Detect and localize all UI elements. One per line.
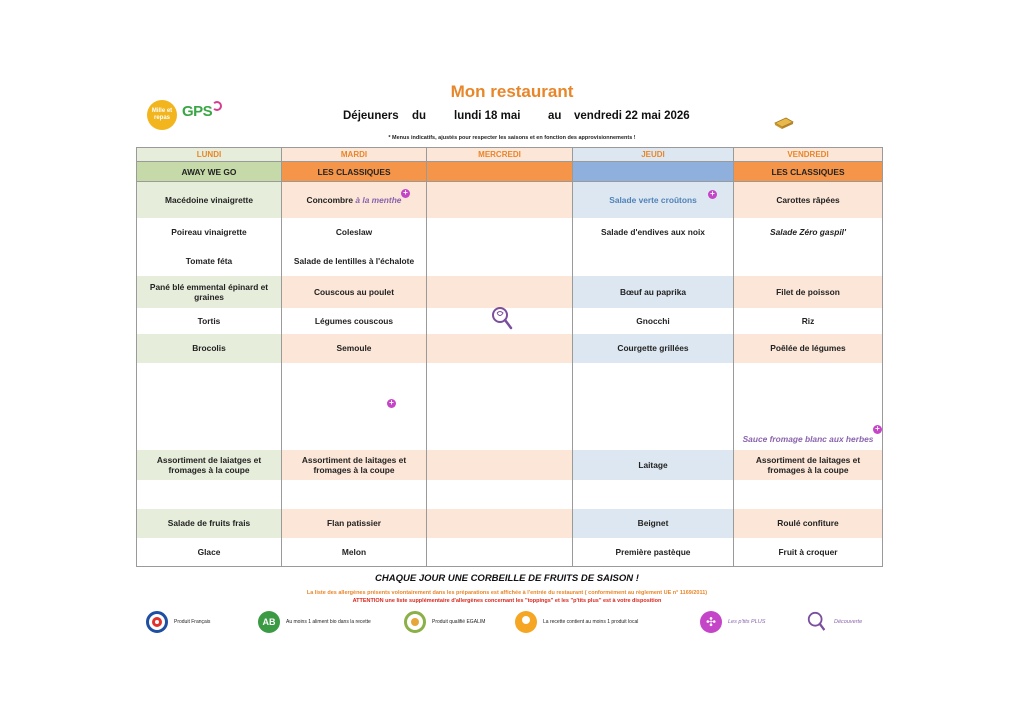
menu-cell: Bœuf au paprika bbox=[573, 276, 734, 308]
discovery-icon bbox=[806, 611, 828, 633]
salade-verte-label: Salade verte croûtons bbox=[609, 194, 697, 205]
day-wednesday: MERCREDI bbox=[427, 148, 573, 162]
menu-cell: Coleslaw bbox=[282, 218, 427, 246]
allergen-note: La liste des allergènes présents volontairement dans les préparations est affichée à l'entrée du restaurant ( conformément au règlement UE n° 1169/2011) bbox=[306, 590, 708, 596]
menu-cell: Assortiment de laiatges et fromages à la coupe bbox=[137, 450, 282, 480]
ptits-plus-icon bbox=[387, 399, 396, 408]
gps-logo-text: GPS bbox=[182, 103, 213, 120]
menu-cell: Première pastèque bbox=[573, 538, 734, 567]
du-label: du bbox=[412, 110, 427, 122]
day-header-row bbox=[137, 148, 883, 162]
theme-monday: AWAY WE GO bbox=[137, 162, 282, 182]
table-row bbox=[137, 363, 883, 450]
menu-cell: Melon bbox=[282, 538, 427, 567]
table-row bbox=[137, 480, 883, 509]
menu-cell: Macédoine vinaigrette bbox=[137, 182, 282, 218]
day-tuesday: MARDI bbox=[282, 148, 427, 162]
menu-note: * Menus indicatifs, ajustés pour respecter les saisons et en fonction des approvisionnements ! bbox=[388, 135, 636, 141]
menu-cell bbox=[427, 276, 573, 308]
menu-cell: Glace bbox=[137, 538, 282, 567]
menu-cell bbox=[427, 509, 573, 538]
menu-cell: Beignet bbox=[573, 509, 734, 538]
menu-cell bbox=[573, 363, 734, 450]
start-date: lundi 18 mai bbox=[454, 110, 521, 122]
ptits-plus-icon bbox=[708, 190, 717, 199]
ptits-plus-icon: ✣ bbox=[700, 611, 722, 633]
theme-friday: LES CLASSIQUES bbox=[734, 162, 883, 182]
menu-cell bbox=[427, 334, 573, 363]
gps-logo bbox=[182, 103, 226, 131]
menu-cell: Assortiment de laitages et fromages à la coupe bbox=[282, 450, 427, 480]
menu-cell: Poireau vinaigrette bbox=[137, 218, 282, 246]
bread-icon bbox=[774, 116, 794, 129]
dejeuners-label: Déjeuners bbox=[343, 110, 399, 122]
day-thursday: JEUDI bbox=[573, 148, 734, 162]
day-friday: VENDREDI bbox=[734, 148, 883, 162]
menu-cell: Laitage bbox=[573, 450, 734, 480]
legend-label: Découverte bbox=[834, 619, 863, 625]
menu-table bbox=[136, 147, 883, 567]
menu-cell bbox=[427, 480, 573, 509]
theme-tuesday: LES CLASSIQUES bbox=[282, 162, 427, 182]
menu-cell bbox=[282, 480, 427, 509]
menu-cell: Tortis bbox=[137, 308, 282, 334]
french-product-icon bbox=[146, 611, 168, 633]
table-row bbox=[137, 334, 883, 363]
menu-cell: Tomate féta bbox=[137, 246, 282, 276]
menu-cell: Pané blé emmental épinard et graines bbox=[137, 276, 282, 308]
menu-cell: Filet de poisson bbox=[734, 276, 883, 308]
fruit-basket-banner: CHAQUE JOUR UNE CORBEILLE DE FRUITS DE SAISON ! bbox=[375, 573, 639, 584]
gps-swirl-icon bbox=[212, 101, 222, 111]
menu-cell: Carottes râpées bbox=[734, 182, 883, 218]
legend-label: Au moins 1 aliment bio dans la recette bbox=[286, 619, 371, 625]
page-title: Mon restaurant bbox=[450, 82, 574, 101]
table-row bbox=[137, 246, 883, 276]
theme-thursday bbox=[573, 162, 734, 182]
legend-label: Produit qualifié EGALIM bbox=[432, 619, 486, 625]
menu-cell bbox=[573, 480, 734, 509]
menu-cell bbox=[734, 363, 883, 450]
menu-cell bbox=[427, 218, 573, 246]
legend-label: La recette contient au moins 1 produit local bbox=[543, 619, 639, 625]
menu-cell: Salade d'endives aux noix bbox=[573, 218, 734, 246]
menu-cell bbox=[282, 363, 427, 450]
end-date: vendredi 22 mai 2026 bbox=[574, 110, 690, 122]
menu-cell bbox=[137, 480, 282, 509]
concombre-label: Concombre bbox=[306, 194, 354, 205]
menu-cell: Gnocchi bbox=[573, 308, 734, 334]
table-row bbox=[137, 218, 883, 246]
menu-cell: Flan patissier bbox=[282, 509, 427, 538]
menu-cell: Roulé confiture bbox=[734, 509, 883, 538]
menu-cell bbox=[427, 246, 573, 276]
menu-cell bbox=[573, 182, 734, 218]
menu-cell: Salade Zéro gaspil' bbox=[734, 218, 883, 246]
menu-cell: Légumes couscous bbox=[282, 308, 427, 334]
sauce-label: Sauce fromage blanc aux herbes bbox=[742, 433, 874, 444]
menu-cell bbox=[427, 363, 573, 450]
menu-cell: Fruit à croquer bbox=[734, 538, 883, 567]
menu-cell: Brocolis bbox=[137, 334, 282, 363]
menu-cell bbox=[573, 246, 734, 276]
mille-et-repas-logo: Mille et repas bbox=[147, 100, 177, 130]
theme-wednesday bbox=[427, 162, 573, 182]
menu-cell bbox=[137, 363, 282, 450]
table-row bbox=[137, 276, 883, 308]
egalim-icon bbox=[404, 611, 426, 633]
organic-ab-icon: AB bbox=[258, 611, 280, 633]
menu-cell: Riz bbox=[734, 308, 883, 334]
theme-row bbox=[137, 162, 883, 182]
legend-label: Les p'tits PLUS bbox=[728, 619, 766, 625]
table-row bbox=[137, 450, 883, 480]
local-product-icon bbox=[515, 611, 537, 633]
day-monday: LUNDI bbox=[137, 148, 282, 162]
allergen-warning: ATTENTION une liste supplémentaire d'allergènes concernant les "toppings" et les "p'tits plus" est à votre disposition bbox=[352, 598, 662, 604]
menu-cell: Poêlée de légumes bbox=[734, 334, 883, 363]
menu-cell: Couscous au poulet bbox=[282, 276, 427, 308]
table-row bbox=[137, 538, 883, 567]
menu-cell: Courgette grillées bbox=[573, 334, 734, 363]
menu-cell bbox=[427, 538, 573, 567]
menu-cell: Salade de lentilles à l'échalote bbox=[282, 246, 427, 276]
au-label: au bbox=[548, 110, 562, 122]
menu-cell bbox=[427, 450, 573, 480]
menu-cell: Salade de fruits frais bbox=[137, 509, 282, 538]
menu-cell bbox=[427, 182, 573, 218]
discovery-icon bbox=[491, 306, 513, 330]
menu-cell: Assortiment de laitages et fromages à la coupe bbox=[734, 450, 883, 480]
menu-cell: Semoule bbox=[282, 334, 427, 363]
concombre-suffix: à la menthe bbox=[355, 194, 402, 205]
ptits-plus-icon bbox=[401, 189, 410, 198]
legend-label: Produit Français bbox=[174, 619, 211, 625]
table-row bbox=[137, 509, 883, 538]
menu-cell bbox=[282, 182, 427, 218]
table-row bbox=[137, 182, 883, 218]
ptits-plus-icon bbox=[873, 425, 882, 434]
menu-cell bbox=[734, 246, 883, 276]
menu-cell bbox=[734, 480, 883, 509]
